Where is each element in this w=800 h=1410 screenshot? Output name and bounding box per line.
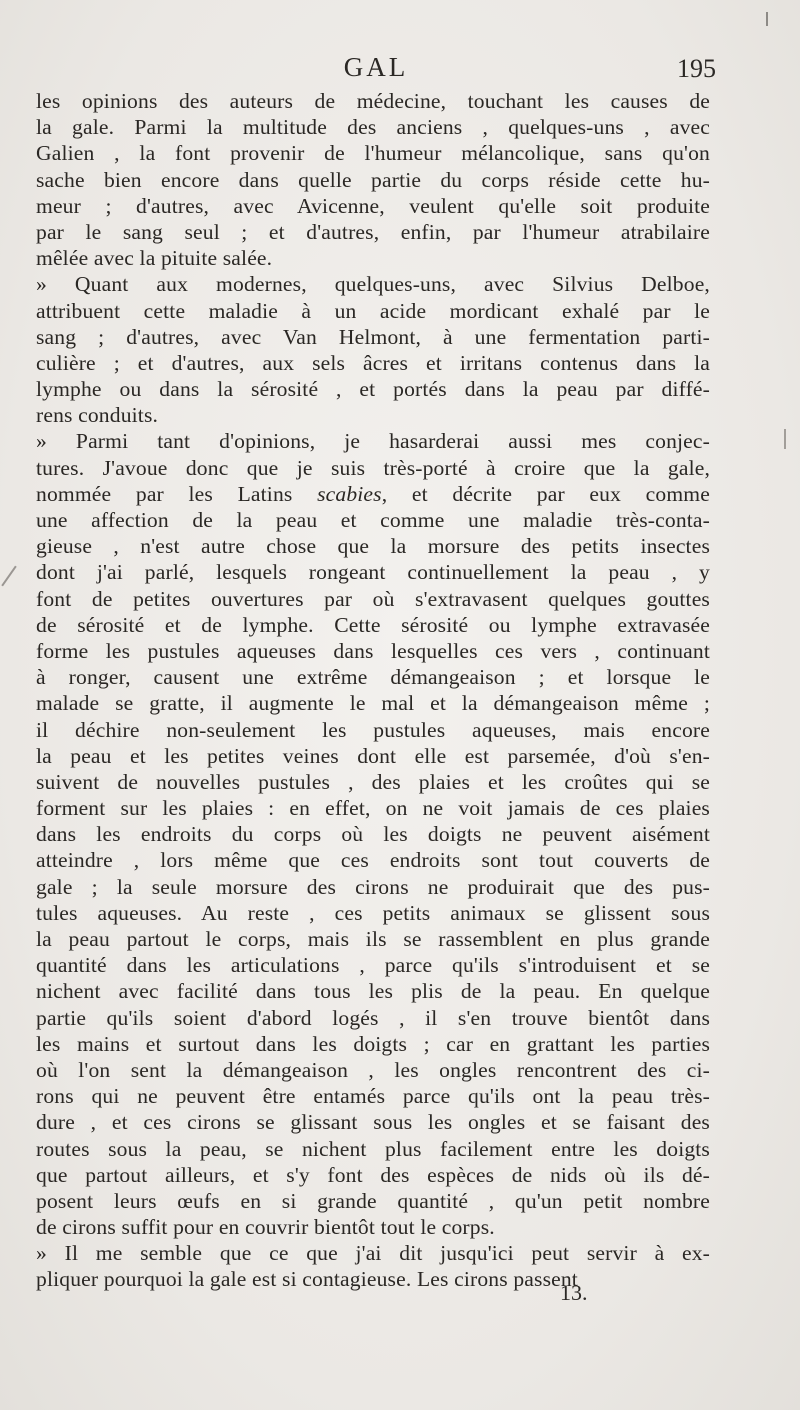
- text-line: attribuent cette maladie à un acide mordicant exhalé par le: [36, 298, 710, 323]
- page-header: [36, 52, 716, 86]
- text-line: Galien , la font provenir de l'humeur mélancolique, sans qu'on: [36, 141, 710, 166]
- italic-term: scabies: [317, 481, 382, 506]
- text-line: font de petites ouvertures par où s'extravasent quelques gouttes: [36, 586, 710, 611]
- text-line: posent leurs œufs en si grande quantité , qu'un petit nombre: [36, 1188, 710, 1213]
- text-line: pliquer pourquoi la gale est si contagieuse. Les cirons passent: [36, 1267, 578, 1292]
- text-line: que partout ailleurs, et s'y font des espèces de nids où ils dé-: [36, 1162, 710, 1187]
- text-line: il déchire non-seulement les pustules aqueuses, mais encore: [36, 717, 710, 742]
- page-number: 195: [677, 54, 716, 83]
- text-line: gale ; la seule morsure des cirons ne produirait que des pus-: [36, 874, 710, 899]
- text-line: la peau partout le corps, mais ils se rassemblent en plus grande: [36, 927, 710, 951]
- running-title: GAL: [343, 52, 409, 82]
- page-edge-mark: [766, 12, 768, 26]
- paragraph: [36, 271, 710, 428]
- text-line: forme les pustules aqueuses dans lesquelles ces vers , continuant: [36, 638, 710, 663]
- signature-mark: 13.: [560, 1280, 588, 1305]
- text-line: forment sur les plaies : en effet, on ne voit jamais de ces plaies: [36, 796, 710, 821]
- text-line: dure , et ces cirons se glissant sous les ongles et se faisant des: [36, 1110, 710, 1135]
- text-line: une affection de la peau et comme une maladie très-conta-: [36, 508, 710, 532]
- text-line: gieuse , n'est autre chose que la morsure des petits insectes: [36, 534, 710, 559]
- text-line: malade se gratte, il augmente le mal et la démangeaison même ;: [36, 691, 710, 716]
- text-line: la peau et les petites veines dont elle est parsemée, d'où s'en-: [36, 743, 710, 768]
- text-line: mêlée avec la pituite salée.: [36, 246, 273, 271]
- text-line: suivent de nouvelles pustules , des plaies et les croûtes qui se: [36, 769, 710, 794]
- text-line: où l'on sent la démangeaison , les ongles rencontrent des ci-: [36, 1057, 710, 1082]
- text-line: atteindre , lors même que ces endroits sont tout couverts de: [36, 848, 710, 873]
- text-line: par le sang seul ; et d'autres, enfin, par l'humeur atrabilaire: [36, 219, 710, 244]
- text-line: à ronger, causent une extrême démangeaison ; et lorsque le: [36, 665, 710, 690]
- text-line: les mains et surtout dans les doigts ; car en grattant les parties: [36, 1031, 710, 1056]
- margin-mark: [1, 566, 16, 587]
- text-line: rons qui ne peuvent être entamés parce qu'ils ont la peau très-: [36, 1084, 710, 1109]
- text-line: sache bien encore dans quelle partie du corps réside cette hu-: [36, 167, 710, 192]
- text-line: tules aqueuses. Au reste , ces petits animaux se glissent sous: [36, 900, 710, 925]
- text-line: les opinions des auteurs de médecine, touchant les causes de: [36, 89, 710, 113]
- text-line: rens conduits.: [36, 403, 159, 428]
- text-line: lymphe ou dans la sérosité , et portés dans la peau par diffé-: [36, 377, 710, 402]
- text-line: nommée par les Latins scabies, et décrite par eux comme: [36, 481, 710, 506]
- text-line: la gale. Parmi la multitude des anciens , quelques-uns , avec: [36, 115, 710, 140]
- text-line: de cirons suffit pour en couvrir bientôt tout le corps.: [36, 1215, 495, 1240]
- text-line: » Il me semble que ce que j'ai dit jusqu'ici peut servir à ex-: [36, 1241, 710, 1266]
- margin-mark: [784, 429, 786, 449]
- text-line: » Quant aux modernes, quelques-uns, avec Silvius Delboe,: [36, 272, 710, 297]
- text-line: routes sous la peau, se nichent plus facilement entre les doigts: [36, 1136, 710, 1161]
- text-line: culière ; et d'autres, aux sels âcres et irritans contenus dans la: [36, 350, 710, 375]
- text-line: dans les endroits du corps où les doigts ne peuvent aisément: [36, 822, 710, 847]
- body-text: [36, 88, 710, 1293]
- text-line: sang ; d'autres, avec Van Helmont, à une fermentation parti-: [36, 324, 710, 349]
- text-line: dont j'ai parlé, lesquels rongeant continuellement la peau , y: [36, 560, 710, 585]
- text-line: tures. J'avoue donc que je suis très-porté à croire que la gale,: [36, 455, 710, 480]
- text-line: de sérosité et de lymphe. Cette sérosité ou lymphe extravasée: [36, 612, 710, 637]
- paragraph: [36, 428, 710, 1240]
- paragraph: [36, 88, 710, 271]
- text-line: meur ; d'autres, avec Avicenne, veulent qu'elle soit produite: [36, 193, 710, 218]
- text-line: partie qu'ils soient d'abord logés , il s'en trouve bientôt dans: [36, 1005, 710, 1030]
- text-line: nichent avec facilité dans tous les plis de la peau. En quelque: [36, 979, 710, 1004]
- paragraph: [36, 1240, 710, 1292]
- text-line: quantité dans les articulations , parce qu'ils s'introduisent et se: [36, 953, 710, 978]
- text-line: » Parmi tant d'opinions, je hasarderai aussi mes conjec-: [36, 429, 710, 454]
